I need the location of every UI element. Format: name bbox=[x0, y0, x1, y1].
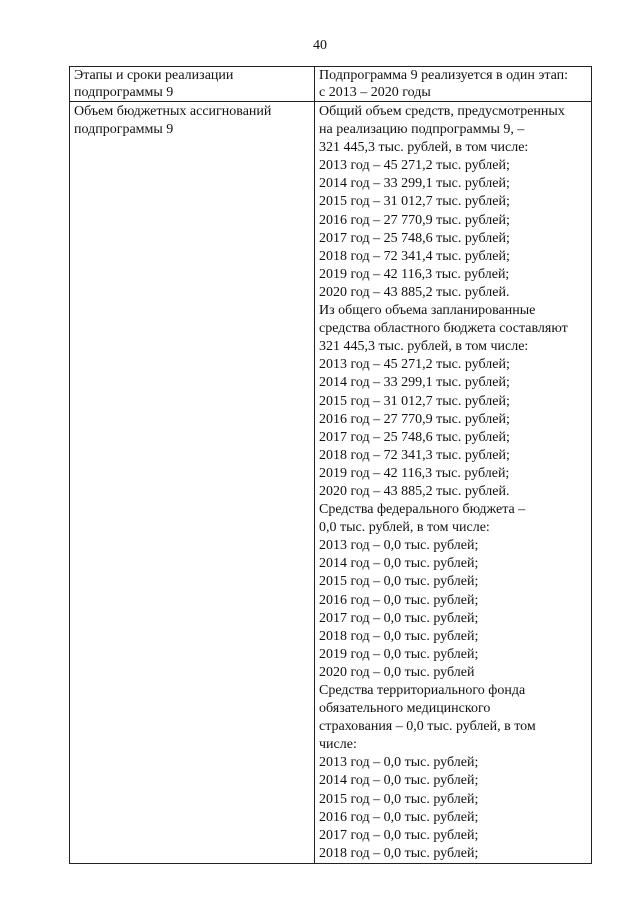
budget-value-line: на реализацию подпрограммы 9, – bbox=[319, 122, 525, 138]
stages-value-line: Подпрограмма 9 реализуется в один этап: bbox=[319, 68, 569, 83]
budget-value-line: 2018 год – 72 341,3 тыс. рублей; bbox=[319, 447, 510, 463]
budget-label-line: подпрограммы 9 bbox=[74, 122, 174, 138]
budget-value-line: 2019 год – 42 116,3 тыс. рублей; bbox=[319, 266, 510, 282]
budget-value-line: обязательного медицинского bbox=[319, 701, 491, 717]
budget-value-line: 2013 год – 0,0 тыс. рублей; bbox=[319, 538, 479, 554]
budget-value-line: 2018 год – 0,0 тыс. рублей; bbox=[319, 628, 479, 644]
budget-value-line: 2014 год – 33 299,1 тыс. рублей; bbox=[319, 375, 510, 391]
budget-value-line: 2017 год – 0,0 тыс. рублей; bbox=[319, 827, 479, 843]
budget-value-line: 2013 год – 0,0 тыс. рублей; bbox=[319, 755, 479, 771]
budget-value-line: страхования – 0,0 тыс. рублей, в том bbox=[319, 719, 536, 735]
budget-value-line: Из общего объема запланированные bbox=[319, 303, 536, 319]
budget-value-line: 321 445,3 тыс. рублей, в том числе: bbox=[319, 140, 529, 156]
budget-value-line: 2013 год – 45 271,2 тыс. рублей; bbox=[319, 357, 510, 373]
stages-label-line: Этапы и сроки реализации bbox=[74, 68, 234, 83]
budget-value-line: 2015 год – 0,0 тыс. рублей; bbox=[319, 791, 479, 807]
budget-value-line: 2017 год – 25 748,6 тыс. рублей; bbox=[319, 230, 510, 246]
budget-value-line: 2015 год – 0,0 тыс. рублей; bbox=[319, 574, 479, 590]
budget-value-line: 2016 год – 0,0 тыс. рублей; bbox=[319, 809, 479, 825]
budget-value-line: 0,0 тыс. рублей, в том числе: bbox=[319, 520, 490, 536]
budget-label-line: Объем бюджетных ассигнований bbox=[74, 104, 272, 119]
budget-value-line: 2014 год – 0,0 тыс. рублей; bbox=[319, 556, 479, 572]
budget-value-line: 2014 год – 33 299,1 тыс. рублей; bbox=[319, 176, 510, 192]
table-row-stages bbox=[70, 67, 592, 102]
subprogram-passport-table bbox=[69, 66, 592, 864]
budget-value-line: 2020 год – 43 885,2 тыс. рублей. bbox=[319, 483, 510, 499]
budget-value-line: 321 445,3 тыс. рублей, в том числе: bbox=[319, 339, 529, 355]
stages-value-cell bbox=[315, 67, 592, 102]
budget-value-line: 2019 год – 42 116,3 тыс. рублей; bbox=[319, 465, 510, 481]
budget-value-line: Общий объем средств, предусмотренных bbox=[319, 104, 565, 119]
table-row-budget bbox=[70, 102, 592, 864]
budget-value-line: 2016 год – 27 770,9 тыс. рублей; bbox=[319, 411, 510, 427]
page-number: 40 bbox=[313, 38, 327, 53]
budget-value-line: Средства территориального фонда bbox=[319, 683, 526, 698]
budget-value-line: 2015 год – 31 012,7 тыс. рублей; bbox=[319, 393, 510, 409]
budget-value-line: 2016 год – 0,0 тыс. рублей; bbox=[319, 592, 479, 608]
budget-value-line: 2019 год – 0,0 тыс. рублей; bbox=[319, 646, 479, 662]
stages-label-line: подпрограммы 9 bbox=[74, 84, 174, 100]
budget-value-line: средства областного бюджета составляют bbox=[319, 321, 568, 337]
budget-value-line: 2018 год – 72 341,4 тыс. рублей; bbox=[319, 248, 510, 264]
budget-value-line: 2015 год – 31 012,7 тыс. рублей; bbox=[319, 194, 510, 210]
stages-label-cell bbox=[70, 67, 315, 102]
budget-value-line: 2020 год – 0,0 тыс. рублей bbox=[319, 664, 475, 680]
budget-value-line: числе: bbox=[319, 737, 357, 753]
budget-value-line: Средства федерального бюджета – bbox=[319, 502, 526, 518]
budget-label-cell bbox=[70, 102, 315, 864]
budget-value-line: 2018 год – 0,0 тыс. рублей; bbox=[319, 845, 479, 861]
budget-value-line: 2013 год – 45 271,2 тыс. рублей; bbox=[319, 158, 510, 174]
budget-value-line: 2017 год – 0,0 тыс. рублей; bbox=[319, 610, 479, 626]
budget-value-line: 2017 год – 25 748,6 тыс. рублей; bbox=[319, 429, 510, 445]
stages-value-line: с 2013 – 2020 годы bbox=[319, 84, 431, 100]
budget-value-line: 2014 год – 0,0 тыс. рублей; bbox=[319, 773, 479, 789]
budget-value-cell bbox=[315, 102, 592, 864]
budget-value-line: 2020 год – 43 885,2 тыс. рублей. bbox=[319, 284, 510, 300]
budget-value-line: 2016 год – 27 770,9 тыс. рублей; bbox=[319, 212, 510, 228]
